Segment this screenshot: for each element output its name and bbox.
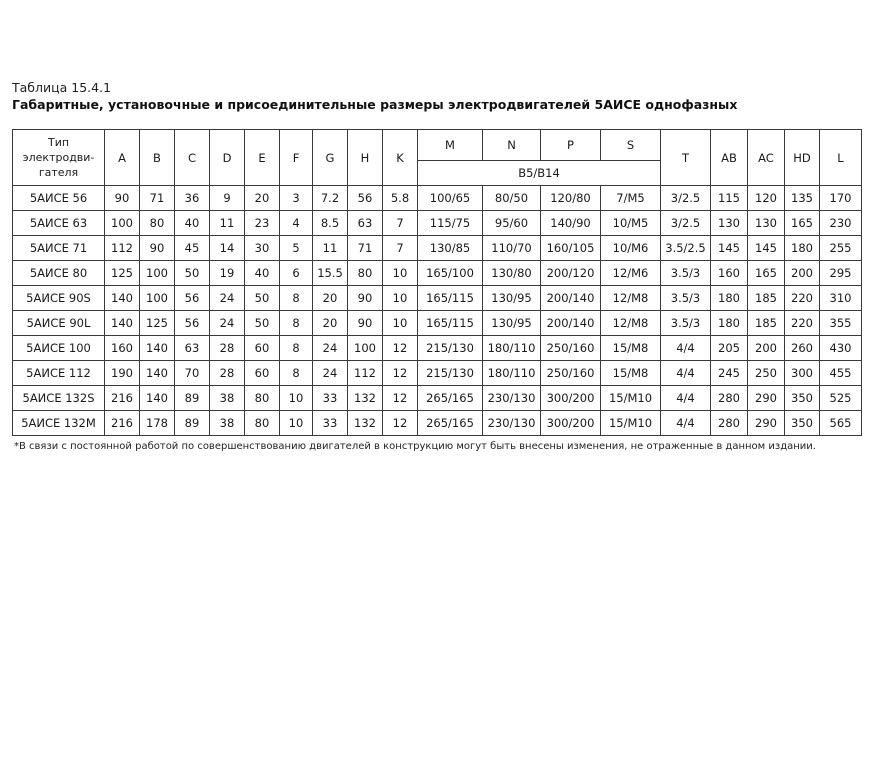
table-cell: 145 <box>748 236 785 261</box>
table-cell: 12 <box>383 411 418 436</box>
table-cell: 45 <box>175 236 210 261</box>
table-cell: 230/130 <box>483 411 541 436</box>
table-cell: 8 <box>280 286 313 311</box>
table-cell: 3.5/3 <box>661 261 711 286</box>
table-cell: 3.5/3 <box>661 311 711 336</box>
table-cell: 220 <box>785 286 820 311</box>
motor-type-cell: 5АИСЕ 132M <box>13 411 105 436</box>
table-cell: 178 <box>140 411 175 436</box>
table-cell: 430 <box>820 336 862 361</box>
table-cell: 200/140 <box>541 311 601 336</box>
table-cell: 5 <box>280 236 313 261</box>
table-cell: 140 <box>105 286 140 311</box>
header-row-top <box>13 130 862 161</box>
table-cell: 12 <box>383 361 418 386</box>
table-cell: 185 <box>748 286 785 311</box>
header-ac: AC <box>748 130 785 186</box>
table-cell: 100/65 <box>418 186 483 211</box>
table-cell: 130/85 <box>418 236 483 261</box>
table-cell: 135 <box>785 186 820 211</box>
table-header <box>13 130 862 186</box>
table-cell: 40 <box>175 211 210 236</box>
table-cell: 63 <box>348 211 383 236</box>
table-cell: 12 <box>383 386 418 411</box>
table-cell: 180 <box>711 286 748 311</box>
table-cell: 565 <box>820 411 862 436</box>
table-cell: 525 <box>820 386 862 411</box>
table-cell: 230/130 <box>483 386 541 411</box>
table-cell: 3/2.5 <box>661 186 711 211</box>
motor-type-cell: 5АИСЕ 71 <box>13 236 105 261</box>
table-cell: 220 <box>785 311 820 336</box>
table-cell: 112 <box>105 236 140 261</box>
table-cell: 160/105 <box>541 236 601 261</box>
motor-type-cell: 5АИСЕ 132S <box>13 386 105 411</box>
footnote: *В связи с постоянной работой по совершенствованию двигателей в конструкцию могут быть внесены изменения, не отраженные в данном издании. <box>14 441 816 452</box>
table-cell: 200 <box>785 261 820 286</box>
table-cell: 38 <box>210 386 245 411</box>
table-cell: 71 <box>140 186 175 211</box>
table-cell: 24 <box>313 361 348 386</box>
table-cell: 15/M8 <box>601 336 661 361</box>
table-cell: 28 <box>210 361 245 386</box>
table-cell: 310 <box>820 286 862 311</box>
header-type: Тип электродви-гателя <box>13 130 105 186</box>
table-cell: 3 <box>280 186 313 211</box>
table-cell: 180/110 <box>483 336 541 361</box>
table-cell: 90 <box>348 286 383 311</box>
table-cell: 20 <box>313 286 348 311</box>
table-cell: 50 <box>245 286 280 311</box>
table-cell: 14 <box>210 236 245 261</box>
table-cell: 8 <box>280 311 313 336</box>
table-cell: 160 <box>105 336 140 361</box>
table-cell: 6 <box>280 261 313 286</box>
table-cell: 80 <box>140 211 175 236</box>
table-cell: 160 <box>711 261 748 286</box>
table-cell: 12/M6 <box>601 261 661 286</box>
table-cell: 100 <box>348 336 383 361</box>
table-caption: Таблица 15.4.1 <box>12 80 112 95</box>
table-row <box>13 386 862 411</box>
table-row <box>13 261 862 286</box>
table-cell: 4/4 <box>661 361 711 386</box>
table-cell: 120/80 <box>541 186 601 211</box>
table-cell: 100 <box>140 286 175 311</box>
table-cell: 20 <box>313 311 348 336</box>
table-cell: 300/200 <box>541 411 601 436</box>
table-cell: 125 <box>140 311 175 336</box>
table-cell: 130 <box>711 211 748 236</box>
table-cell: 10 <box>383 286 418 311</box>
table-cell: 36 <box>175 186 210 211</box>
header-e: E <box>245 130 280 186</box>
table-cell: 4/4 <box>661 336 711 361</box>
table-row <box>13 361 862 386</box>
table-cell: 265/165 <box>418 411 483 436</box>
header-h: H <box>348 130 383 186</box>
table-cell: 165 <box>785 211 820 236</box>
table-cell: 290 <box>748 386 785 411</box>
header-k: K <box>383 130 418 186</box>
table-cell: 12/M8 <box>601 311 661 336</box>
table-cell: 132 <box>348 386 383 411</box>
table-cell: 100 <box>140 261 175 286</box>
header-m: M <box>418 130 483 161</box>
table-cell: 80 <box>245 411 280 436</box>
table-cell: 295 <box>820 261 862 286</box>
table-cell: 280 <box>711 411 748 436</box>
table-cell: 4/4 <box>661 386 711 411</box>
table-cell: 280 <box>711 386 748 411</box>
table-cell: 115 <box>711 186 748 211</box>
table-row <box>13 286 862 311</box>
table-cell: 165/115 <box>418 311 483 336</box>
table-cell: 140 <box>140 386 175 411</box>
table-cell: 8 <box>280 336 313 361</box>
table-cell: 8.5 <box>313 211 348 236</box>
motor-type-cell: 5АИСЕ 112 <box>13 361 105 386</box>
header-l: L <box>820 130 862 186</box>
table-cell: 50 <box>245 311 280 336</box>
table-cell: 60 <box>245 361 280 386</box>
table-cell: 33 <box>313 411 348 436</box>
table-cell: 100 <box>105 211 140 236</box>
table-cell: 140 <box>140 336 175 361</box>
header-p: P <box>541 130 601 161</box>
motor-type-cell: 5АИСЕ 90S <box>13 286 105 311</box>
table-cell: 95/60 <box>483 211 541 236</box>
table-cell: 200 <box>748 336 785 361</box>
table-row <box>13 186 862 211</box>
table-row <box>13 211 862 236</box>
table-cell: 10/M6 <box>601 236 661 261</box>
table-cell: 260 <box>785 336 820 361</box>
table-cell: 24 <box>210 311 245 336</box>
table-cell: 89 <box>175 411 210 436</box>
table-cell: 165 <box>748 261 785 286</box>
table-cell: 24 <box>210 286 245 311</box>
table-cell: 4/4 <box>661 411 711 436</box>
table-cell: 80 <box>245 386 280 411</box>
table-cell: 200/140 <box>541 286 601 311</box>
table-cell: 10 <box>383 261 418 286</box>
table-cell: 3.5/3 <box>661 286 711 311</box>
table-cell: 200/120 <box>541 261 601 286</box>
table-cell: 56 <box>348 186 383 211</box>
table-cell: 205 <box>711 336 748 361</box>
header-ab: AB <box>711 130 748 186</box>
table-title: Габаритные, установочные и присоединительные размеры электродвигателей 5АИСЕ однофазных <box>12 97 738 112</box>
header-g: G <box>313 130 348 186</box>
table-cell: 80/50 <box>483 186 541 211</box>
table-row <box>13 311 862 336</box>
table-cell: 38 <box>210 411 245 436</box>
table-cell: 130 <box>748 211 785 236</box>
table-cell: 4 <box>280 211 313 236</box>
table-cell: 350 <box>785 411 820 436</box>
table-cell: 180 <box>711 311 748 336</box>
table-cell: 71 <box>348 236 383 261</box>
table-cell: 30 <box>245 236 280 261</box>
table-cell: 12/M8 <box>601 286 661 311</box>
table-cell: 115/75 <box>418 211 483 236</box>
table-cell: 290 <box>748 411 785 436</box>
table-cell: 120 <box>748 186 785 211</box>
table-cell: 90 <box>140 236 175 261</box>
table-cell: 56 <box>175 311 210 336</box>
header-d: D <box>210 130 245 186</box>
table-cell: 15/M10 <box>601 386 661 411</box>
table-cell: 455 <box>820 361 862 386</box>
table-cell: 24 <box>313 336 348 361</box>
header-n: N <box>483 130 541 161</box>
table-cell: 11 <box>210 211 245 236</box>
table-cell: 140/90 <box>541 211 601 236</box>
table-cell: 110/70 <box>483 236 541 261</box>
table-cell: 23 <box>245 211 280 236</box>
table-cell: 165/115 <box>418 286 483 311</box>
table-cell: 230 <box>820 211 862 236</box>
table-cell: 7/M5 <box>601 186 661 211</box>
table-cell: 3.5/2.5 <box>661 236 711 261</box>
table-cell: 19 <box>210 261 245 286</box>
table-row <box>13 411 862 436</box>
table-cell: 11 <box>313 236 348 261</box>
table-cell: 9 <box>210 186 245 211</box>
table-cell: 245 <box>711 361 748 386</box>
table-body <box>13 186 862 436</box>
table-cell: 10 <box>383 311 418 336</box>
dimensions-table <box>12 129 862 436</box>
table-cell: 90 <box>348 311 383 336</box>
header-b: B <box>140 130 175 186</box>
table-cell: 60 <box>245 336 280 361</box>
header-c: C <box>175 130 210 186</box>
table-cell: 140 <box>105 311 140 336</box>
header-a: A <box>105 130 140 186</box>
table-cell: 80 <box>348 261 383 286</box>
header-hd: HD <box>785 130 820 186</box>
table-cell: 112 <box>348 361 383 386</box>
table-cell: 7 <box>383 211 418 236</box>
table-cell: 7.2 <box>313 186 348 211</box>
table-cell: 140 <box>140 361 175 386</box>
table-row <box>13 336 862 361</box>
table-cell: 15/M10 <box>601 411 661 436</box>
table-cell: 56 <box>175 286 210 311</box>
table-cell: 250 <box>748 361 785 386</box>
table-cell: 250/160 <box>541 361 601 386</box>
table-cell: 130/95 <box>483 286 541 311</box>
table-cell: 63 <box>175 336 210 361</box>
header-group-b5-b14: B5/B14 <box>418 161 661 186</box>
table-cell: 130/95 <box>483 311 541 336</box>
table-cell: 300/200 <box>541 386 601 411</box>
table-cell: 216 <box>105 411 140 436</box>
table-cell: 355 <box>820 311 862 336</box>
table-cell: 190 <box>105 361 140 386</box>
table-cell: 180/110 <box>483 361 541 386</box>
table-cell: 15/M8 <box>601 361 661 386</box>
table-cell: 125 <box>105 261 140 286</box>
table-row <box>13 236 862 261</box>
table-cell: 10 <box>280 411 313 436</box>
table-cell: 7 <box>383 236 418 261</box>
table-cell: 12 <box>383 336 418 361</box>
table-cell: 145 <box>711 236 748 261</box>
motor-type-cell: 5АИСЕ 80 <box>13 261 105 286</box>
header-t: T <box>661 130 711 186</box>
table-cell: 130/80 <box>483 261 541 286</box>
table-cell: 5.8 <box>383 186 418 211</box>
header-f: F <box>280 130 313 186</box>
table-cell: 180 <box>785 236 820 261</box>
table-cell: 10/M5 <box>601 211 661 236</box>
table-cell: 89 <box>175 386 210 411</box>
table-cell: 265/165 <box>418 386 483 411</box>
table-cell: 8 <box>280 361 313 386</box>
motor-type-cell: 5АИСЕ 100 <box>13 336 105 361</box>
table-cell: 20 <box>245 186 280 211</box>
table-cell: 50 <box>175 261 210 286</box>
table-cell: 215/130 <box>418 336 483 361</box>
motor-type-cell: 5АИСЕ 63 <box>13 211 105 236</box>
table-cell: 255 <box>820 236 862 261</box>
table-cell: 10 <box>280 386 313 411</box>
table-cell: 250/160 <box>541 336 601 361</box>
table-cell: 350 <box>785 386 820 411</box>
motor-type-cell: 5АИСЕ 90L <box>13 311 105 336</box>
table-cell: 40 <box>245 261 280 286</box>
table-cell: 33 <box>313 386 348 411</box>
table-cell: 70 <box>175 361 210 386</box>
table-cell: 170 <box>820 186 862 211</box>
table-cell: 216 <box>105 386 140 411</box>
table-cell: 28 <box>210 336 245 361</box>
table-cell: 3/2.5 <box>661 211 711 236</box>
table-cell: 165/100 <box>418 261 483 286</box>
table-cell: 90 <box>105 186 140 211</box>
table-cell: 300 <box>785 361 820 386</box>
table-cell: 132 <box>348 411 383 436</box>
table-cell: 15.5 <box>313 261 348 286</box>
table-cell: 185 <box>748 311 785 336</box>
motor-type-cell: 5АИСЕ 56 <box>13 186 105 211</box>
table-cell: 215/130 <box>418 361 483 386</box>
header-s: S <box>601 130 661 161</box>
